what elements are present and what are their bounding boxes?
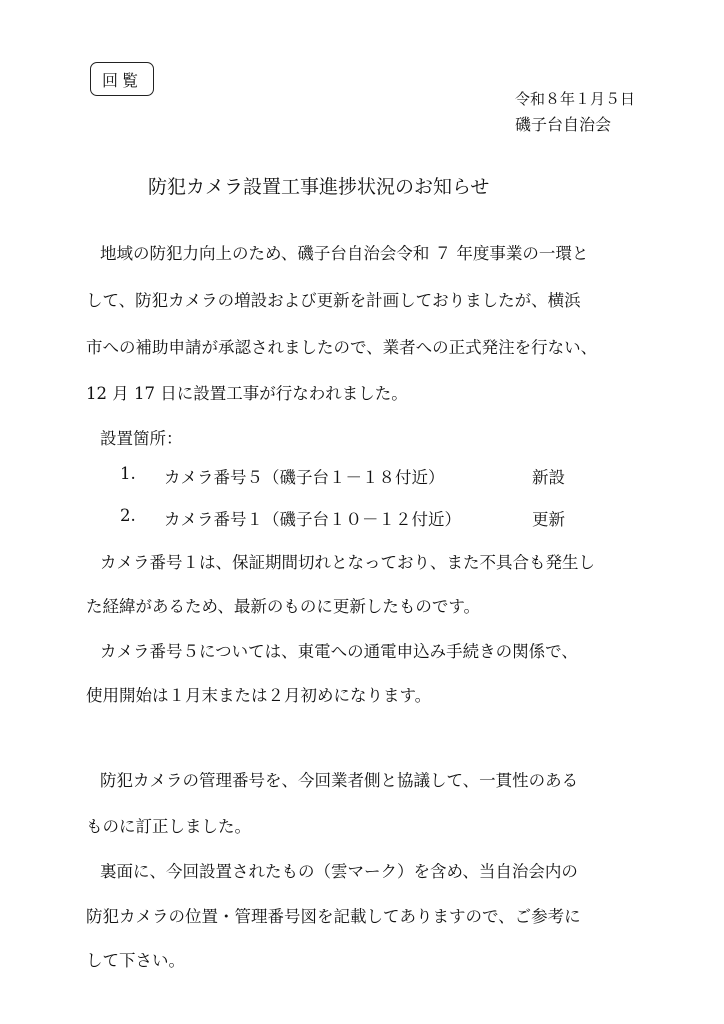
document-title: 防犯カメラ設置工事進捗状況のお知らせ	[148, 176, 490, 198]
location-item-text: カメラ番号５（磯子台１－１８付近）	[164, 468, 445, 487]
paragraph-4-line-2: ものに訂正しました。	[86, 817, 251, 836]
circulation-stamp	[90, 62, 154, 96]
location-item-number: 2.	[120, 506, 136, 525]
location-item-text: カメラ番号１（磯子台１０－１２付近）	[164, 510, 461, 529]
paragraph-1-line-4: 12 月 17 日に設置工事が行なわれました。	[86, 384, 408, 403]
location-item-status: 更新	[532, 510, 565, 529]
organization-name: 磯子台自治会	[515, 115, 612, 134]
paragraph-3-line-1: カメラ番号５については、東電への通電申込み手続きの関係で、	[100, 642, 578, 661]
paragraph-5-line-1: 裏面に、今回設置されたもの（雲マーク）を含め、当自治会内の	[100, 862, 578, 881]
paragraph-5-line-3: して下さい。	[86, 951, 185, 970]
paragraph-1-line-1: 地域の防犯力向上のため、磯子台自治会令和 ７ 年度事業の一環と	[100, 244, 589, 263]
paragraph-4-line-1: 防犯カメラの管理番号を、今回業者側と協議して、一貫性のある	[100, 771, 579, 790]
paragraph-3-line-2: 使用開始は１月末または２月初めになります。	[86, 686, 432, 705]
paragraph-5-line-2: 防犯カメラの位置・管理番号図を記載してありますので、ご参考に	[86, 907, 581, 926]
paragraph-2-line-2: た経緯があるため、最新のものに更新したものです。	[86, 597, 481, 616]
issue-date: 令和８年１月５日	[515, 90, 636, 108]
paragraph-2-line-1: カメラ番号１は、保証期間切れとなっており、また不具合も発生し	[100, 553, 595, 572]
locations-heading: 設置箇所：	[100, 429, 183, 448]
paragraph-1-line-3: 市への補助申請が承認されましたので、業者への正式発注を行ない、	[86, 338, 598, 357]
paragraph-1-line-2: して、防犯カメラの増設および更新を計画しておりましたが、横浜	[86, 291, 581, 310]
location-item-status: 新設	[532, 468, 565, 487]
location-item-number: 1.	[120, 464, 136, 483]
circulation-stamp-label: 回覧	[101, 70, 142, 90]
